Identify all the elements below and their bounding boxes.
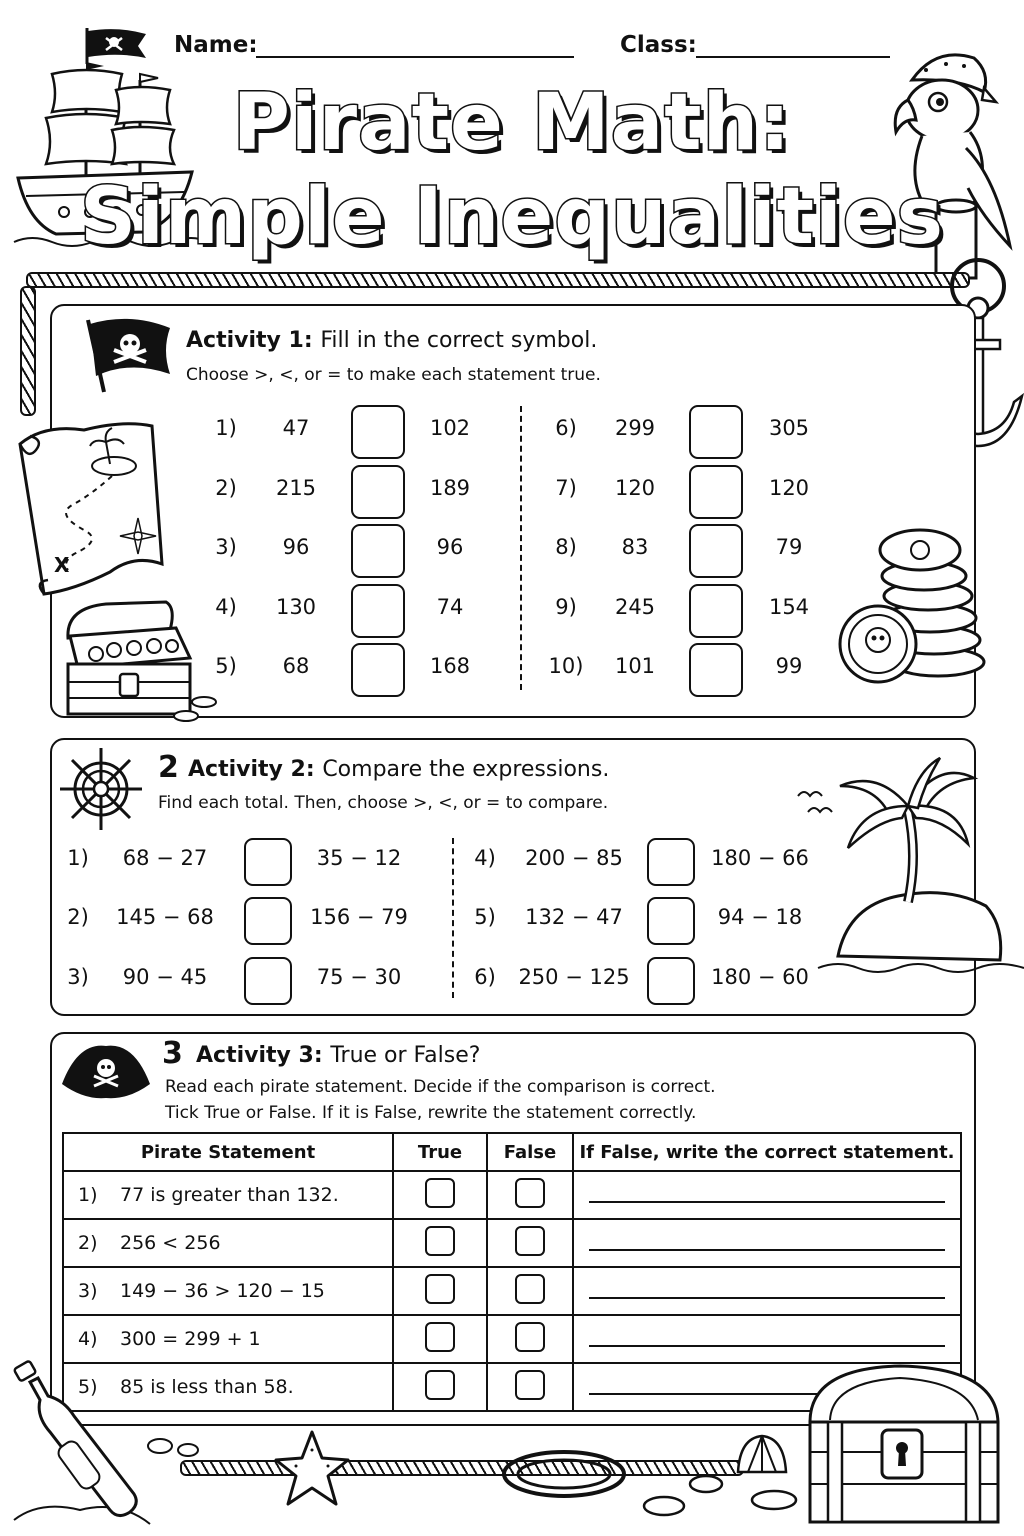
problem-number: 8): [555, 535, 577, 559]
left-value: 130: [275, 595, 317, 619]
left-value: 47: [282, 416, 310, 440]
rope-border-top: [26, 272, 970, 288]
correction-line[interactable]: [589, 1345, 945, 1347]
left-value: 96: [282, 535, 310, 559]
problem-number: 6): [555, 416, 577, 440]
activity3-heading: [196, 1043, 480, 1068]
activity1-title: Activity 1:: [186, 328, 313, 353]
right-value: 305: [768, 416, 810, 440]
starfish-icon: [272, 1428, 352, 1508]
true-checkbox[interactable]: [425, 1226, 455, 1256]
right-value: 168: [429, 654, 471, 678]
right-expression: 180 − 60: [711, 965, 809, 989]
left-value: 120: [614, 476, 656, 500]
true-checkbox[interactable]: [425, 1370, 455, 1400]
treasure-map-icon: [14, 414, 182, 598]
header-true: True: [393, 1133, 487, 1171]
false-checkbox[interactable]: [515, 1226, 545, 1256]
left-expression: 68 − 27: [122, 846, 208, 870]
true-cell: [393, 1219, 487, 1267]
correction-cell: [573, 1267, 961, 1315]
statement-text: 149 − 36 > 120 − 15: [120, 1280, 325, 1302]
activity2-instructions: Find each total. Then, choose >, <, or = to compare.: [158, 793, 609, 813]
svg-text:X: X: [54, 553, 70, 577]
problem-number: 9): [555, 595, 577, 619]
activity3-title: Activity 3:: [196, 1043, 323, 1068]
symbol-answer-box[interactable]: [244, 838, 292, 886]
palm-island-icon: [818, 756, 1024, 982]
class-field[interactable]: [696, 56, 890, 58]
statement-number: 4): [78, 1328, 98, 1350]
symbol-answer-box[interactable]: [689, 643, 743, 697]
statement-number: 2): [78, 1232, 98, 1254]
true-checkbox[interactable]: [425, 1322, 455, 1352]
problem-number: 1): [215, 416, 237, 440]
table-row: [63, 1171, 961, 1219]
activity3-instructions-2: Tick True or False. If it is False, rewrite the statement correctly.: [165, 1103, 697, 1123]
right-expression: 35 − 12: [316, 846, 402, 870]
activity3-number: 3: [162, 1036, 183, 1071]
correction-cell: [573, 1219, 961, 1267]
right-value: 74: [436, 595, 464, 619]
true-checkbox[interactable]: [425, 1178, 455, 1208]
left-value: 245: [614, 595, 656, 619]
treasure-chest-large-icon: [800, 1362, 1008, 1528]
problem-number: 10): [548, 654, 584, 678]
statement-cell: [63, 1315, 393, 1363]
problem-number: 5): [215, 654, 237, 678]
correction-cell: [573, 1171, 961, 1219]
activity1-divider: [520, 406, 522, 690]
activity2-heading: [188, 757, 609, 782]
activity1-instructions: Choose >, <, or = to make each statement true.: [186, 365, 601, 385]
symbol-answer-box[interactable]: [689, 524, 743, 578]
table-row: [63, 1267, 961, 1315]
symbol-answer-box[interactable]: [244, 897, 292, 945]
header-false: False: [487, 1133, 573, 1171]
problem-number: 3): [215, 535, 237, 559]
class-label: Class:: [620, 32, 697, 58]
problem-number: 2): [67, 905, 89, 929]
symbol-answer-box[interactable]: [351, 465, 405, 519]
name-field[interactable]: [256, 56, 574, 58]
activity2-divider: [452, 838, 454, 998]
name-label: Name:: [174, 32, 258, 58]
statement-cell: [63, 1267, 393, 1315]
right-expression: 75 − 30: [316, 965, 402, 989]
left-value: 68: [282, 654, 310, 678]
statement-text: 85 is less than 58.: [120, 1376, 294, 1398]
rope-border-left: [20, 286, 36, 416]
seashell-icon: [734, 1432, 790, 1478]
false-cell: [487, 1363, 573, 1411]
right-value: 189: [429, 476, 471, 500]
problem-number: 2): [215, 476, 237, 500]
activity1-heading: [186, 328, 597, 353]
false-checkbox[interactable]: [515, 1274, 545, 1304]
statement-text: 256 < 256: [120, 1232, 221, 1254]
symbol-answer-box[interactable]: [351, 584, 405, 638]
right-expression: 156 − 79: [310, 905, 408, 929]
problem-number: 3): [67, 965, 89, 989]
message-bottle-icon: [10, 1360, 150, 1530]
correction-line[interactable]: [589, 1297, 945, 1299]
problem-number: 6): [474, 965, 496, 989]
problem-number: 1): [67, 846, 89, 870]
symbol-answer-box[interactable]: [351, 405, 405, 459]
symbol-answer-box[interactable]: [351, 643, 405, 697]
statement-cell: [63, 1219, 393, 1267]
problem-number: 7): [555, 476, 577, 500]
true-cell: [393, 1315, 487, 1363]
activity1-subtitle: Fill in the correct symbol.: [320, 328, 598, 353]
left-value: 299: [614, 416, 656, 440]
false-cell: [487, 1171, 573, 1219]
right-value: 99: [775, 654, 803, 678]
statement-number: 3): [78, 1280, 98, 1302]
false-cell: [487, 1219, 573, 1267]
ship-wheel-icon: [58, 746, 144, 832]
left-value: 101: [614, 654, 656, 678]
header-pirate-statement: Pirate Statement: [63, 1133, 393, 1171]
coiled-rope-icon: [500, 1446, 630, 1502]
table-row: [63, 1219, 961, 1267]
worksheet-title-line2: Simple Inequalities: [79, 172, 945, 262]
symbol-answer-box[interactable]: [689, 584, 743, 638]
left-expression: 132 − 47: [525, 905, 623, 929]
correction-cell: [573, 1315, 961, 1363]
right-expression: 180 − 66: [711, 846, 809, 870]
table-row: [63, 1315, 961, 1363]
problem-number: 4): [215, 595, 237, 619]
right-expression: 94 − 18: [717, 905, 803, 929]
statement-text: 300 = 299 + 1: [120, 1328, 261, 1350]
table-header-row: [63, 1133, 961, 1171]
pirate-flag-icon: [84, 28, 148, 64]
pirate-hat-icon: [58, 1040, 154, 1104]
activity2-subtitle: Compare the expressions.: [322, 757, 610, 782]
left-expression: 250 − 125: [518, 965, 630, 989]
statement-text: 77 is greater than 132.: [120, 1184, 339, 1206]
left-expression: 145 − 68: [116, 905, 214, 929]
symbol-answer-box[interactable]: [689, 405, 743, 459]
symbol-answer-box[interactable]: [351, 524, 405, 578]
activity2-title: Activity 2:: [188, 757, 315, 782]
coin-stack-icon: [838, 526, 994, 694]
true-cell: [393, 1171, 487, 1219]
activity3-subtitle: True or False?: [330, 1043, 481, 1068]
false-checkbox[interactable]: [515, 1370, 545, 1400]
false-cell: [487, 1267, 573, 1315]
statement-cell: [63, 1171, 393, 1219]
header-correct-statement: If False, write the correct statement.: [573, 1133, 961, 1171]
true-checkbox[interactable]: [425, 1274, 455, 1304]
left-value: 215: [275, 476, 317, 500]
pebbles-icon: [146, 1432, 218, 1462]
true-cell: [393, 1267, 487, 1315]
symbol-answer-box[interactable]: [647, 838, 695, 886]
symbol-answer-box[interactable]: [647, 897, 695, 945]
problem-number: 5): [474, 905, 496, 929]
false-cell: [487, 1315, 573, 1363]
true-cell: [393, 1363, 487, 1411]
symbol-answer-box[interactable]: [689, 465, 743, 519]
right-value: 154: [768, 595, 810, 619]
symbol-answer-box[interactable]: [244, 957, 292, 1005]
statement-number: 1): [78, 1184, 98, 1206]
right-value: 120: [768, 476, 810, 500]
left-expression: 90 − 45: [122, 965, 208, 989]
activity2-number: 2: [158, 750, 179, 785]
treasure-chest-small-icon: [56, 598, 220, 724]
false-checkbox[interactable]: [515, 1322, 545, 1352]
statement-number: 5): [78, 1376, 98, 1398]
correction-line[interactable]: [589, 1249, 945, 1251]
jolly-roger-flag-icon: [82, 316, 174, 394]
problem-number: 4): [474, 846, 496, 870]
left-expression: 200 − 85: [525, 846, 623, 870]
correction-line[interactable]: [589, 1201, 945, 1203]
activity3-instructions-1: Read each pirate statement. Decide if the comparison is correct.: [165, 1077, 716, 1097]
right-value: 79: [775, 535, 803, 559]
false-checkbox[interactable]: [515, 1178, 545, 1208]
right-value: 102: [429, 416, 471, 440]
left-value: 83: [621, 535, 649, 559]
worksheet-title-line1: Pirate Math:: [232, 78, 792, 168]
right-value: 96: [436, 535, 464, 559]
symbol-answer-box[interactable]: [647, 957, 695, 1005]
